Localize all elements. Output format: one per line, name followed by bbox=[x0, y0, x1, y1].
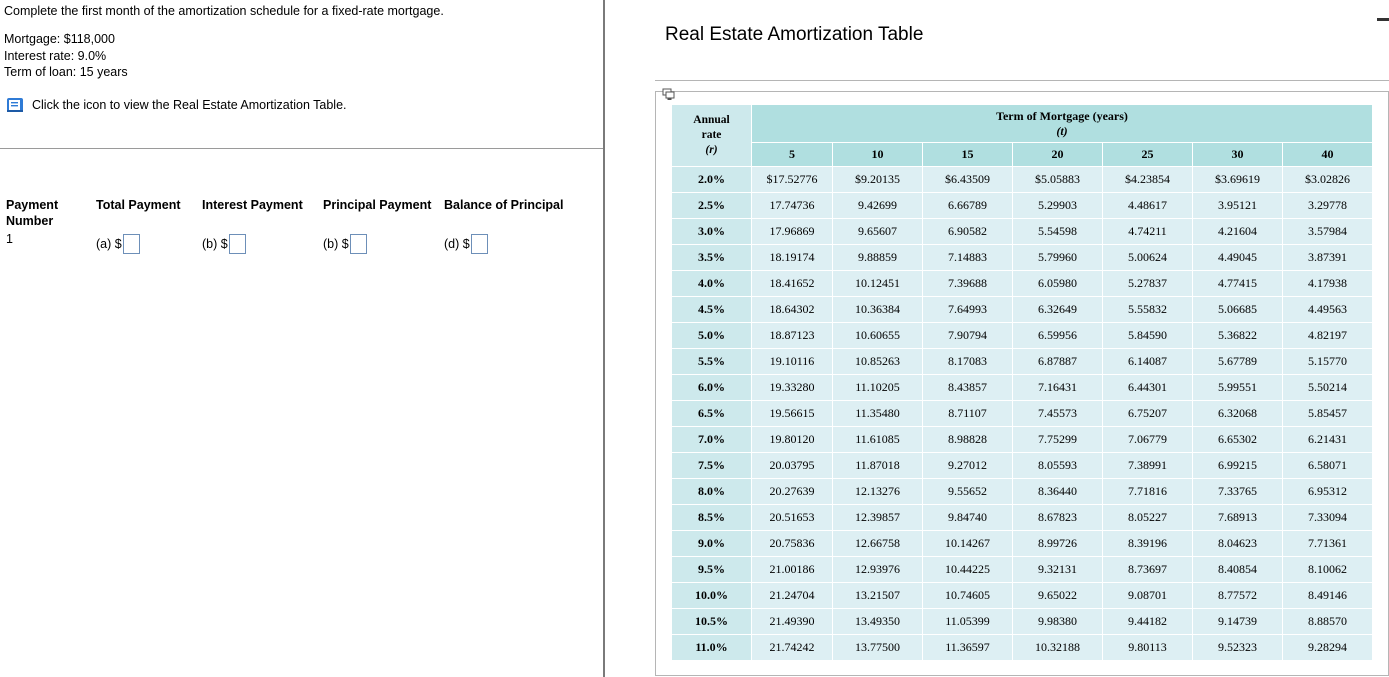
table-row bbox=[672, 453, 1373, 479]
interest-payment-input[interactable] bbox=[229, 234, 246, 254]
value-cell: 21.24704 bbox=[752, 583, 833, 609]
value-cell: 5.79960 bbox=[1013, 245, 1103, 271]
value-cell: 5.36822 bbox=[1193, 323, 1283, 349]
value-cell: 12.13276 bbox=[833, 479, 923, 505]
rate-cell: 7.0% bbox=[672, 427, 752, 453]
value-cell: 9.65022 bbox=[1013, 583, 1103, 609]
rate-cell: 2.5% bbox=[672, 193, 752, 219]
value-cell: 8.49146 bbox=[1283, 583, 1373, 609]
panel-divider[interactable] bbox=[603, 0, 605, 677]
value-cell: 4.77415 bbox=[1193, 271, 1283, 297]
header-balance-principal: Balance of Principal bbox=[444, 198, 564, 212]
table-row bbox=[672, 531, 1373, 557]
value-cell: 9.27012 bbox=[923, 453, 1013, 479]
value-cell: 8.04623 bbox=[1193, 531, 1283, 557]
principal-payment-input[interactable] bbox=[350, 234, 367, 254]
value-cell: 6.95312 bbox=[1283, 479, 1373, 505]
table-row bbox=[672, 505, 1373, 531]
popup-divider bbox=[655, 80, 1389, 81]
value-cell: 11.35480 bbox=[833, 401, 923, 427]
value-cell: 8.88570 bbox=[1283, 609, 1373, 635]
value-cell: 20.27639 bbox=[752, 479, 833, 505]
value-cell: 7.06779 bbox=[1103, 427, 1193, 453]
rate-cell: 8.0% bbox=[672, 479, 752, 505]
value-cell: 5.00624 bbox=[1103, 245, 1193, 271]
table-row bbox=[672, 297, 1373, 323]
value-cell: 6.59956 bbox=[1013, 323, 1103, 349]
value-cell: 8.39196 bbox=[1103, 531, 1193, 557]
term-col-header: 5 bbox=[752, 143, 833, 167]
table-row bbox=[672, 609, 1373, 635]
view-table-link[interactable] bbox=[6, 97, 347, 113]
value-cell: 6.14087 bbox=[1103, 349, 1193, 375]
value-cell: 13.77500 bbox=[833, 635, 923, 661]
rate-cell: 5.5% bbox=[672, 349, 752, 375]
value-cell: 7.16431 bbox=[1013, 375, 1103, 401]
value-cell: 10.14267 bbox=[923, 531, 1013, 557]
rate-cell: 3.5% bbox=[672, 245, 752, 271]
value-cell: 6.21431 bbox=[1283, 427, 1373, 453]
value-cell: 6.32068 bbox=[1193, 401, 1283, 427]
value-cell: 10.74605 bbox=[923, 583, 1013, 609]
table-row bbox=[672, 375, 1373, 401]
balance-principal-cell: (d) $ bbox=[444, 234, 488, 254]
table-body bbox=[672, 167, 1373, 661]
value-cell: 17.74736 bbox=[752, 193, 833, 219]
value-cell: 5.67789 bbox=[1193, 349, 1283, 375]
rate-header: Annual rate (r) bbox=[672, 105, 752, 167]
value-cell: 6.75207 bbox=[1103, 401, 1193, 427]
popup-title: Real Estate Amortization Table bbox=[665, 24, 924, 45]
header-interest-payment: Interest Payment bbox=[202, 198, 303, 212]
value-cell: 9.55652 bbox=[923, 479, 1013, 505]
value-cell: 5.29903 bbox=[1013, 193, 1103, 219]
value-cell: 9.65607 bbox=[833, 219, 923, 245]
value-cell: $9.20135 bbox=[833, 167, 923, 193]
value-cell: 5.27837 bbox=[1103, 271, 1193, 297]
value-cell: 18.41652 bbox=[752, 271, 833, 297]
term-col-header: 30 bbox=[1193, 143, 1283, 167]
rate-cell: 11.0% bbox=[672, 635, 752, 661]
value-cell: 21.00186 bbox=[752, 557, 833, 583]
value-cell: $3.69619 bbox=[1193, 167, 1283, 193]
table-row bbox=[672, 245, 1373, 271]
rate-cell: 10.0% bbox=[672, 583, 752, 609]
value-cell: 12.39857 bbox=[833, 505, 923, 531]
principal-payment-cell: (b) $ bbox=[323, 234, 367, 254]
value-cell: 19.56615 bbox=[752, 401, 833, 427]
balance-principal-input[interactable] bbox=[471, 234, 488, 254]
value-cell: 13.49350 bbox=[833, 609, 923, 635]
value-cell: 8.77572 bbox=[1193, 583, 1283, 609]
term-col-header: 25 bbox=[1103, 143, 1193, 167]
value-cell: 10.85263 bbox=[833, 349, 923, 375]
value-cell: 6.65302 bbox=[1193, 427, 1283, 453]
value-cell: 8.67823 bbox=[1013, 505, 1103, 531]
term-col-header: 40 bbox=[1283, 143, 1373, 167]
value-cell: 6.05980 bbox=[1013, 271, 1103, 297]
value-cell: 8.99726 bbox=[1013, 531, 1103, 557]
value-cell: 9.44182 bbox=[1103, 609, 1193, 635]
rate-cell: 6.0% bbox=[672, 375, 752, 401]
value-cell: 21.49390 bbox=[752, 609, 833, 635]
table-row bbox=[672, 167, 1373, 193]
term-col-header: 20 bbox=[1013, 143, 1103, 167]
value-cell: 5.50214 bbox=[1283, 375, 1373, 401]
rate-cell: 7.5% bbox=[672, 453, 752, 479]
value-cell: 8.36440 bbox=[1013, 479, 1103, 505]
value-cell: 8.05593 bbox=[1013, 453, 1103, 479]
value-cell: 11.10205 bbox=[833, 375, 923, 401]
value-cell: 5.15770 bbox=[1283, 349, 1373, 375]
value-cell: 4.82197 bbox=[1283, 323, 1373, 349]
value-cell: $3.02826 bbox=[1283, 167, 1373, 193]
header-principal-payment: Principal Payment bbox=[323, 198, 432, 212]
value-cell: 8.71107 bbox=[923, 401, 1013, 427]
value-cell: 6.99215 bbox=[1193, 453, 1283, 479]
value-cell: 8.43857 bbox=[923, 375, 1013, 401]
value-cell: 4.48617 bbox=[1103, 193, 1193, 219]
value-cell: $4.23854 bbox=[1103, 167, 1193, 193]
table-row bbox=[672, 271, 1373, 297]
table-row bbox=[672, 557, 1373, 583]
value-cell: 5.99551 bbox=[1193, 375, 1283, 401]
value-cell: 10.32188 bbox=[1013, 635, 1103, 661]
value-cell: 9.98380 bbox=[1013, 609, 1103, 635]
value-cell: 7.68913 bbox=[1193, 505, 1283, 531]
value-cell: $6.43509 bbox=[923, 167, 1013, 193]
value-cell: 8.98828 bbox=[923, 427, 1013, 453]
value-cell: 4.17938 bbox=[1283, 271, 1373, 297]
value-cell: 13.21507 bbox=[833, 583, 923, 609]
value-cell: 5.84590 bbox=[1103, 323, 1193, 349]
value-cell: 10.60655 bbox=[833, 323, 923, 349]
table-row bbox=[672, 427, 1373, 453]
value-cell: 19.33280 bbox=[752, 375, 833, 401]
value-cell: 11.05399 bbox=[923, 609, 1013, 635]
problem-prompt: Complete the first month of the amortization schedule for a fixed-rate mortgage. bbox=[4, 4, 444, 18]
amortization-table bbox=[671, 104, 1373, 661]
value-cell: 9.42699 bbox=[833, 193, 923, 219]
value-cell: 6.66789 bbox=[923, 193, 1013, 219]
section-divider bbox=[0, 148, 604, 149]
interest-payment-cell: (b) $ bbox=[202, 234, 246, 254]
value-cell: 18.64302 bbox=[752, 297, 833, 323]
term-row bbox=[672, 143, 1373, 167]
value-cell: 9.14739 bbox=[1193, 609, 1283, 635]
value-cell: 19.80120 bbox=[752, 427, 833, 453]
header-payment-number: Payment Number bbox=[6, 198, 59, 228]
value-cell: 9.32131 bbox=[1013, 557, 1103, 583]
value-cell: 5.54598 bbox=[1013, 219, 1103, 245]
value-cell: 18.19174 bbox=[752, 245, 833, 271]
value-cell: 6.58071 bbox=[1283, 453, 1373, 479]
value-cell: 19.10116 bbox=[752, 349, 833, 375]
value-cell: 12.93976 bbox=[833, 557, 923, 583]
value-cell: 3.29778 bbox=[1283, 193, 1373, 219]
header-total-payment: Total Payment bbox=[96, 198, 181, 212]
term-header: Term of Mortgage (years) (t) bbox=[752, 105, 1373, 143]
table-row bbox=[672, 349, 1373, 375]
value-cell: 4.49045 bbox=[1193, 245, 1283, 271]
term-col-header: 15 bbox=[923, 143, 1013, 167]
table-popup bbox=[606, 0, 1389, 677]
value-cell: 7.71361 bbox=[1283, 531, 1373, 557]
rate-cell: 9.0% bbox=[672, 531, 752, 557]
book-icon[interactable] bbox=[6, 97, 24, 113]
value-cell: 3.87391 bbox=[1283, 245, 1373, 271]
value-cell: 20.03795 bbox=[752, 453, 833, 479]
table-row bbox=[672, 401, 1373, 427]
problem-panel bbox=[0, 0, 604, 677]
rate-cell: 5.0% bbox=[672, 323, 752, 349]
table-row bbox=[672, 193, 1373, 219]
value-cell: 8.73697 bbox=[1103, 557, 1193, 583]
value-cell: 5.55832 bbox=[1103, 297, 1193, 323]
value-cell: 7.75299 bbox=[1013, 427, 1103, 453]
value-cell: 6.32649 bbox=[1013, 297, 1103, 323]
value-cell: $5.05883 bbox=[1013, 167, 1103, 193]
table-row bbox=[672, 479, 1373, 505]
value-cell: 10.12451 bbox=[833, 271, 923, 297]
value-cell: 11.61085 bbox=[833, 427, 923, 453]
mortgage-amount: Mortgage: $118,000 bbox=[4, 32, 115, 46]
value-cell: 4.49563 bbox=[1283, 297, 1373, 323]
rate-cell: 10.5% bbox=[672, 609, 752, 635]
value-cell: 9.84740 bbox=[923, 505, 1013, 531]
value-cell: 7.71816 bbox=[1103, 479, 1193, 505]
value-cell: 4.74211 bbox=[1103, 219, 1193, 245]
value-cell: 21.74242 bbox=[752, 635, 833, 661]
value-cell: 9.28294 bbox=[1283, 635, 1373, 661]
value-cell: 7.64993 bbox=[923, 297, 1013, 323]
payment-number-value: 1 bbox=[6, 232, 13, 246]
copy-icon[interactable] bbox=[662, 88, 676, 101]
value-cell: 9.88859 bbox=[833, 245, 923, 271]
value-cell: 11.36597 bbox=[923, 635, 1013, 661]
value-cell: 18.87123 bbox=[752, 323, 833, 349]
value-cell: 5.85457 bbox=[1283, 401, 1373, 427]
value-cell: 17.96869 bbox=[752, 219, 833, 245]
rate-cell: 4.0% bbox=[672, 271, 752, 297]
value-cell: 5.06685 bbox=[1193, 297, 1283, 323]
value-cell: 7.14883 bbox=[923, 245, 1013, 271]
term-col-header: 10 bbox=[833, 143, 923, 167]
value-cell: 10.44225 bbox=[923, 557, 1013, 583]
rate-cell: 6.5% bbox=[672, 401, 752, 427]
value-cell: 8.05227 bbox=[1103, 505, 1193, 531]
table-row bbox=[672, 635, 1373, 661]
value-cell: 9.08701 bbox=[1103, 583, 1193, 609]
value-cell: 7.90794 bbox=[923, 323, 1013, 349]
value-cell: 7.39688 bbox=[923, 271, 1013, 297]
value-cell: 7.33765 bbox=[1193, 479, 1283, 505]
table-row bbox=[672, 583, 1373, 609]
rate-cell: 9.5% bbox=[672, 557, 752, 583]
value-cell: 6.87887 bbox=[1013, 349, 1103, 375]
value-cell: 12.66758 bbox=[833, 531, 923, 557]
loan-term: Term of loan: 15 years bbox=[4, 65, 128, 79]
minimize-icon[interactable] bbox=[1377, 18, 1389, 21]
value-cell: 4.21604 bbox=[1193, 219, 1283, 245]
total-payment-input[interactable] bbox=[123, 234, 140, 254]
value-cell: 7.38991 bbox=[1103, 453, 1193, 479]
total-payment-cell: (a) $ bbox=[96, 234, 140, 254]
value-cell: $17.52776 bbox=[752, 167, 833, 193]
rate-cell: 2.0% bbox=[672, 167, 752, 193]
value-cell: 9.52323 bbox=[1193, 635, 1283, 661]
value-cell: 8.40854 bbox=[1193, 557, 1283, 583]
value-cell: 6.90582 bbox=[923, 219, 1013, 245]
view-table-text: Click the icon to view the Real Estate Amortization Table. bbox=[32, 98, 347, 112]
value-cell: 3.57984 bbox=[1283, 219, 1373, 245]
value-cell: 3.95121 bbox=[1193, 193, 1283, 219]
value-cell: 20.51653 bbox=[752, 505, 833, 531]
value-cell: 7.45573 bbox=[1013, 401, 1103, 427]
table-row bbox=[672, 219, 1373, 245]
value-cell: 8.10062 bbox=[1283, 557, 1373, 583]
value-cell: 6.44301 bbox=[1103, 375, 1193, 401]
value-cell: 7.33094 bbox=[1283, 505, 1373, 531]
value-cell: 8.17083 bbox=[923, 349, 1013, 375]
rate-cell: 4.5% bbox=[672, 297, 752, 323]
value-cell: 11.87018 bbox=[833, 453, 923, 479]
rate-cell: 3.0% bbox=[672, 219, 752, 245]
interest-rate: Interest rate: 9.0% bbox=[4, 49, 107, 63]
rate-cell: 8.5% bbox=[672, 505, 752, 531]
table-row bbox=[672, 323, 1373, 349]
value-cell: 20.75836 bbox=[752, 531, 833, 557]
value-cell: 9.80113 bbox=[1103, 635, 1193, 661]
value-cell: 10.36384 bbox=[833, 297, 923, 323]
